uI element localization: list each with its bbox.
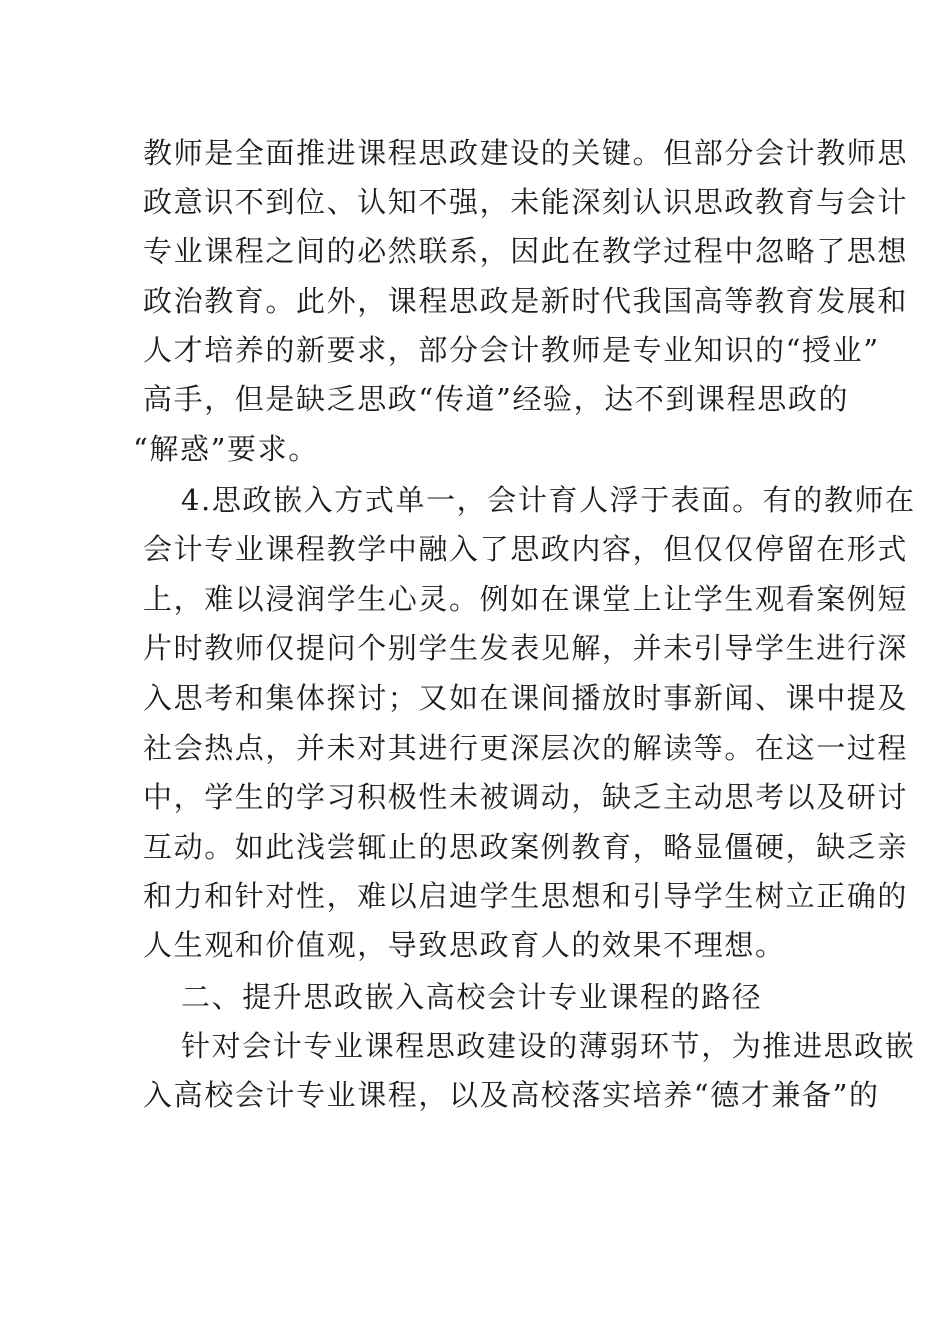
text-line: 针对会计专业课程思政建设的薄弱环节，为推进思政嵌 (181, 1029, 916, 1063)
text-line: 互动。如此浅尝辄止的思政案例教育，略显僵硬，缺乏亲 (143, 830, 909, 864)
text-line: 政意识不到位、认知不强，未能深刻认识思政教育与会计 (143, 185, 909, 219)
text-line: 片时教师仅提问个别学生发表见解，并未引导学生进行深 (143, 631, 909, 665)
text-line: 高手，但是缺乏思政“传道”经验，达不到课程思政的 (143, 382, 850, 416)
text-line: 上，难以浸润学生心灵。例如在课堂上让学生观看案例短 (143, 582, 909, 616)
text-line: 人才培养的新要求，部分会计教师是专业知识的“授业” (143, 333, 880, 367)
text-line: 人生观和价值观，导致思政育人的效果不理想。 (143, 928, 786, 962)
text-line: 专业课程之间的必然联系，因此在教学过程中忽略了思想 (143, 234, 909, 268)
text-line: 入高校会计专业课程，以及高校落实培养“德才兼备”的 (143, 1078, 880, 1112)
text-line: 社会热点，并未对其进行更深层次的解读等。在这一过程 (143, 731, 909, 765)
text-line: 教师是全面推进课程思政建设的关键。但部分会计教师思 (143, 136, 909, 170)
text-line: 会计专业课程教学中融入了思政内容，但仅仅停留在形式 (143, 532, 909, 566)
text-line: 中，学生的学习积极性未被调动，缺乏主动思考以及研讨 (143, 780, 909, 814)
text-line: “解惑”要求。 (133, 432, 319, 466)
text-line: 政治教育。此外，课程思政是新时代我国高等教育发展和 (143, 284, 909, 318)
paragraph-heading-line: 4.思政嵌入方式单一，会计育人浮于表面。有的教师在 (181, 483, 916, 517)
section-heading: 二、提升思政嵌入高校会计专业课程的路径 (181, 980, 763, 1014)
text-line: 和力和针对性，难以启迪学生思想和引导学生树立正确的 (143, 879, 909, 913)
text-line: 入思考和集体探讨；又如在课间播放时事新闻、课中提及 (143, 681, 909, 715)
